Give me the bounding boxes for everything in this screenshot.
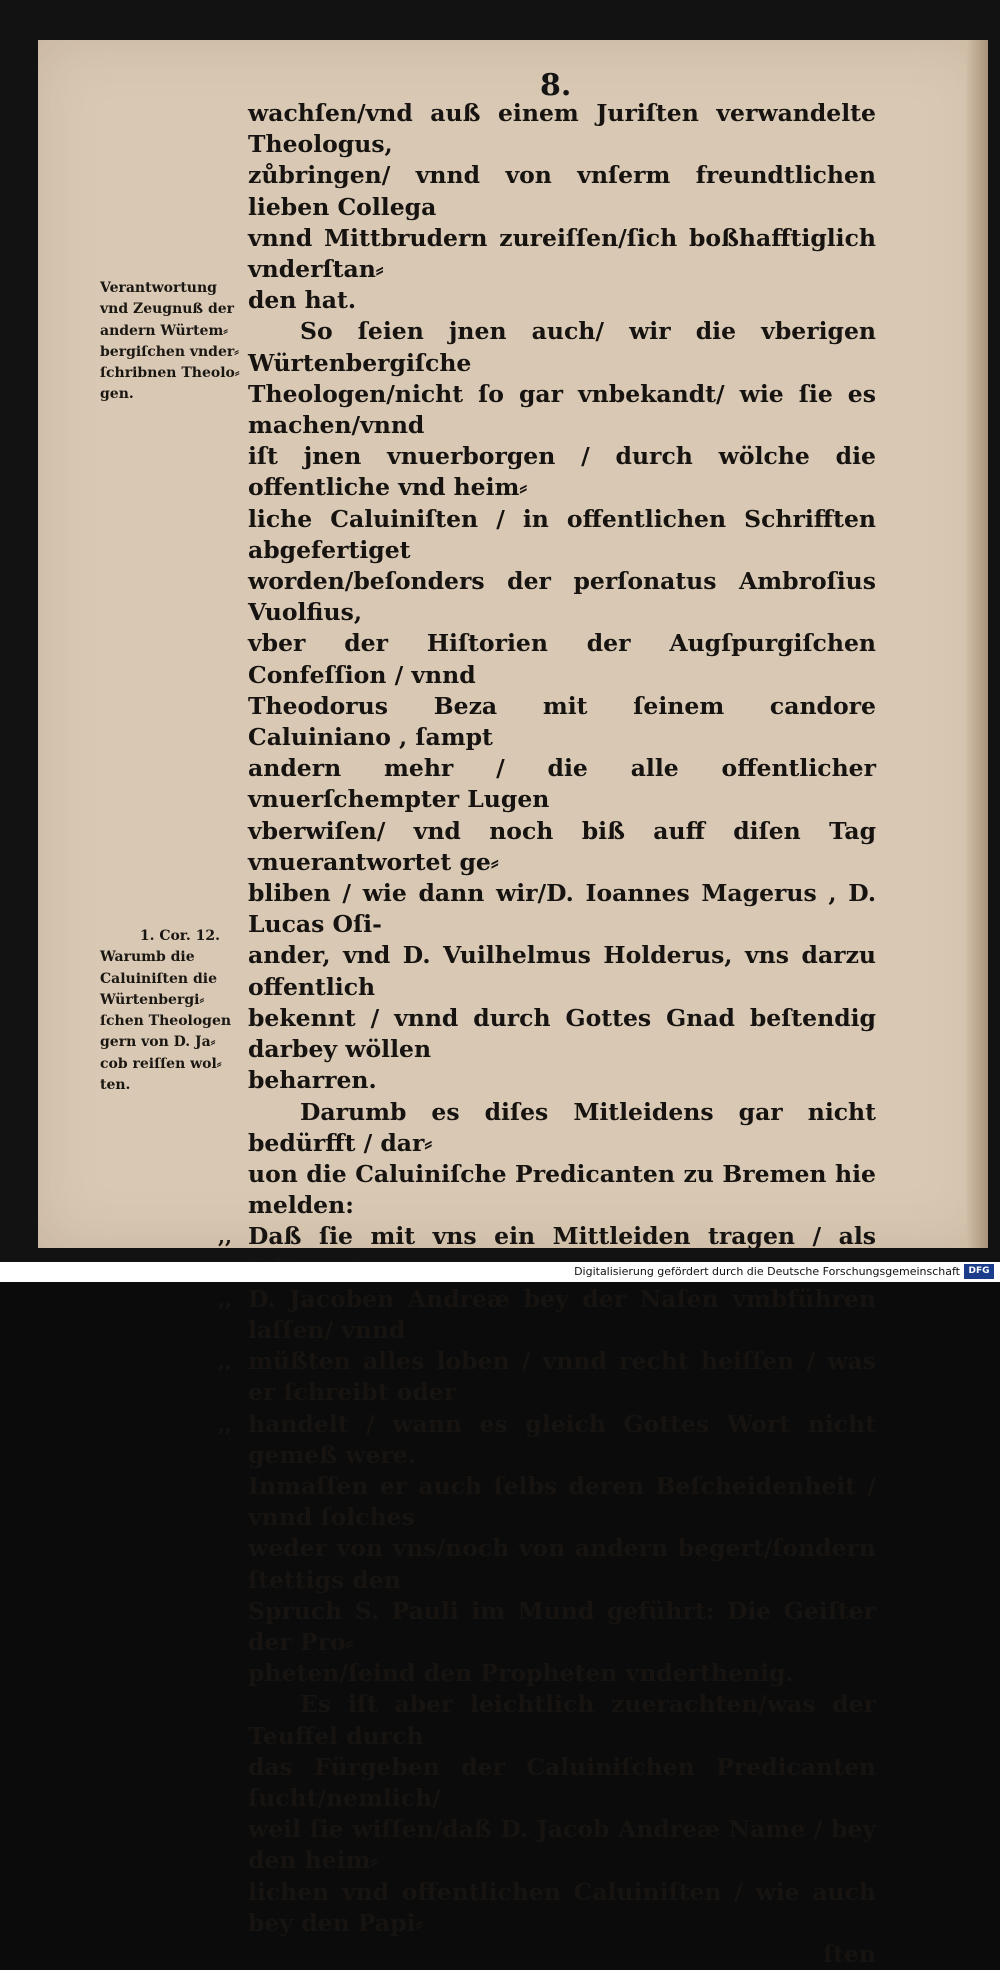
margin-reference: 1. Cor. 12. [139, 928, 220, 944]
text-line: wachſen/vnd auß einem Juriſten verwandelte Theologus, [248, 99, 876, 159]
margin-line: Warumb die [100, 949, 195, 966]
text-line: D. Jacoben Andreæ bey der Naſen vmbführen laſſen/ vnnd [248, 1284, 876, 1344]
page-edge [966, 40, 988, 1248]
text-line: Es iſt aber leichtlich zuerachten/was der Teuffel durch [248, 1690, 876, 1750]
text-line: pheten/ſeind den Propheten vnderthenig. [248, 1659, 794, 1688]
margin-note-warumb [100, 926, 242, 1096]
margin-line: Caluiniſten die [100, 970, 217, 987]
margin-line: bergiſchen vnder⸗ [100, 343, 239, 360]
text-line: andern mehr / die alle offentlicher vnuerſchempter Lugen [248, 754, 876, 814]
margin-line: Würtenbergi⸗ [100, 991, 205, 1008]
text-line: uon die Caluiniſche Predicanten zu Bremen hie melden: [248, 1159, 876, 1220]
text-line: handelt / wann es gleich Gottes Wort nicht gemeß were. [248, 1409, 876, 1469]
text-line: bliben / wie dann wir/D. Ioannes Magerus , D. Lucas Oſi- [248, 879, 876, 939]
text-line: So ſeien jnen auch/ wir die vberigen Würtenbergiſche [248, 317, 876, 377]
margin-line: ſchen Theologen [100, 1013, 232, 1030]
footer-bar [0, 1262, 1000, 1282]
text-line: Theodorus Beza mit ſeinem candore Caluiniano , ſampt [248, 691, 876, 752]
quoted-line [218, 1409, 876, 1471]
text-line: vber der Hiſtorien der Augſpurgiſchen Confeſſion / vnnd [248, 629, 876, 689]
text-line: Spruch S. Pauli im Mund geführt: Die Geiſter der Pro⸗ [248, 1596, 876, 1656]
dfg-logo: DFG [964, 1264, 994, 1279]
quote-mark: ,, [218, 1224, 232, 1249]
text-line: das Fürgeben der Caluiniſchen Predicanten ſucht/nemlich/ [248, 1752, 876, 1812]
quote-mark: ,, [218, 1286, 232, 1311]
margin-line: vnd Zeugnuß der [100, 301, 235, 318]
quote-mark: ,, [218, 1411, 232, 1436]
margin-line: ten. [100, 1077, 131, 1094]
quote-mark: ,, [218, 1349, 232, 1374]
text-line: den hat. [248, 286, 356, 315]
quoted-line [218, 1346, 876, 1408]
quoted-line [218, 1284, 876, 1346]
text-line: vberwiſen/ vnd noch biß auff diſen Tag vnuerantwortet ge⸗ [248, 816, 876, 876]
text-line: müßten alles loben / vnnd recht heiſſen / was er ſchreibt oder [248, 1347, 876, 1407]
text-line: liche Caluiniſten / in offentlichen Schrifften abgefertiget [248, 504, 876, 564]
margin-note-verantwortung [100, 278, 242, 406]
margin-line: gen. [100, 386, 134, 403]
text-line: Darumb es diſes Mitleidens gar nicht bedürfft / dar⸗ [248, 1097, 876, 1157]
text-line: ander, vnd D. Vuilhelmus Holderus, vns darzu offentlich [248, 941, 876, 1001]
margin-line: ſchribnen Theolo⸗ [100, 365, 240, 382]
text-line: Daß ſie mit vns ein Mittleiden tragen / als [248, 1222, 876, 1251]
footer-credit: Digitalisierung gefördert durch die Deutsche Forschungsgemeinschaft [574, 1265, 960, 1278]
catchword: ſten [822, 1939, 876, 1968]
margin-line: andern Würtem⸗ [100, 322, 228, 339]
text-line: Theologen/nicht ſo gar vnbekandt/ wie ſie es machen/vnnd [248, 379, 876, 440]
text-line: weil ſie wiſſen/daß D. Jacob Andreæ Name / bey den heim⸗ [248, 1815, 876, 1875]
text-line: vnnd Mittbrudern zureiſſen/ſich boßhafftiglich vnderſtan⸗ [248, 223, 876, 284]
main-text-block [218, 98, 876, 1970]
margin-line: Verantwortung [100, 280, 217, 296]
text-line: zůbringen/ vnnd von vnſerm freundtlichen lieben Collega [248, 161, 876, 221]
margin-line: cob reiſſen wol⸗ [100, 1055, 222, 1072]
page-number: 8. [540, 68, 572, 103]
text-line: Inmaſſen er auch ſelbs deren Beſcheidenheit / vnnd ſolches [248, 1471, 876, 1532]
text-line: iſt jnen vnuerborgen / durch wölche die offentliche vnd heim⸗ [248, 442, 876, 502]
text-line: lichen vnd offentlichen Caluiniſten / wie auch bey den Papi⸗ [248, 1877, 876, 1937]
text-line: weder von vns/noch von andern begert/ſondern ſtettigs den [248, 1534, 876, 1594]
text-line: bekennt / vnnd durch Gottes Gnad beſtendig darbey wöllen [248, 1003, 876, 1064]
text-line: worden/beſonders der perſonatus Ambroſius Vuolfius, [248, 567, 876, 627]
text-line: beharren. [248, 1066, 377, 1095]
margin-line: gern von D. Ja⸗ [100, 1034, 216, 1051]
